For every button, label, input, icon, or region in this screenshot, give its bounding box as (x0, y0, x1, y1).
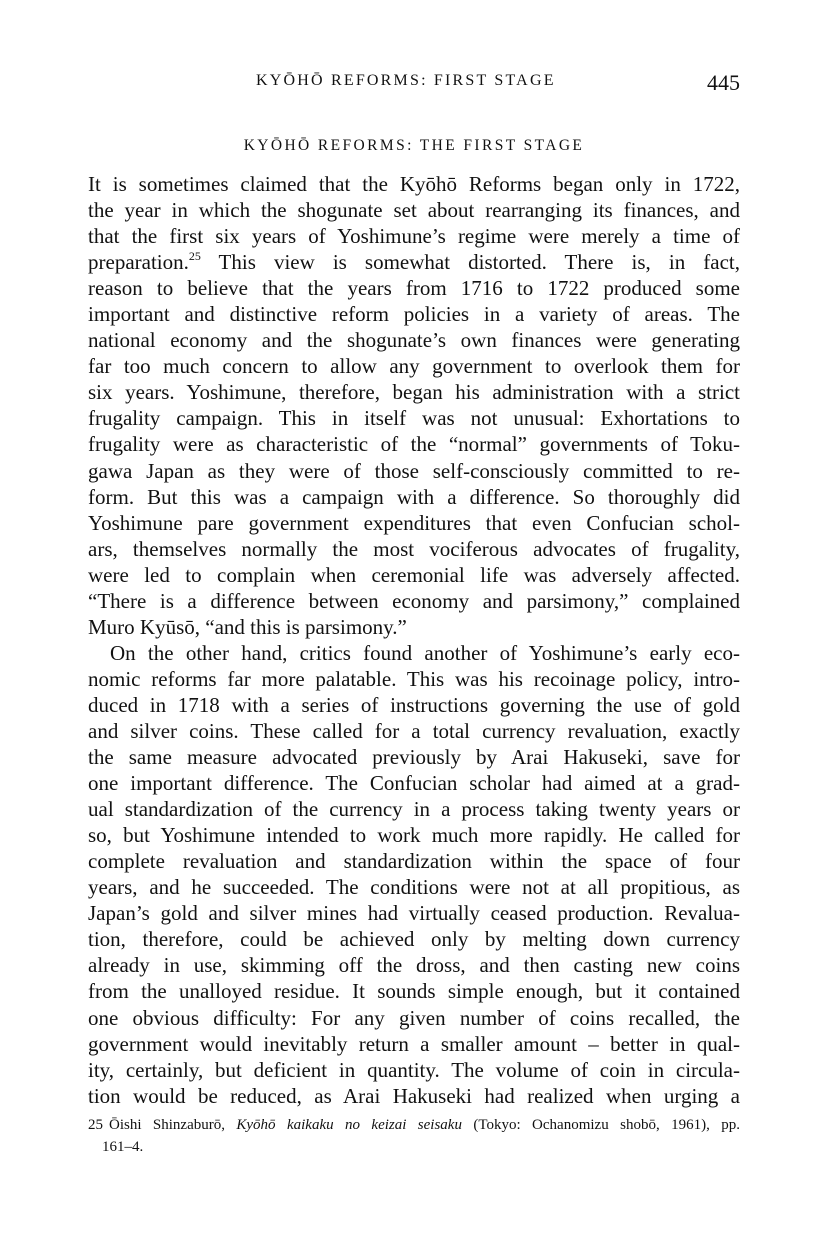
footnote-title: Kyōhō kaikaku no keizai seisaku (236, 1117, 462, 1133)
text-line: tion would be reduced, as Arai Hakuseki had realized when urging a (88, 1083, 740, 1108)
text-line: ars, themselves normally the most vociferous advocates of frugality, (88, 536, 740, 561)
text-line: “There is a difference between economy and parsimony,” complained (88, 588, 740, 613)
text-fragment: preparation. (88, 250, 189, 275)
text-line: gawa Japan as they were of those self-consciously committed to re- (88, 458, 740, 483)
text-line: one obvious difficulty: For any given number of coins recalled, the (88, 1005, 740, 1030)
text-line: government would inevitably return a smaller amount – better in qual- (88, 1031, 740, 1056)
text-line: nomic reforms far more palatable. This was his recoinage policy, intro- (88, 666, 740, 691)
footnote-author: Ōishi Shinzaburō, (109, 1117, 237, 1133)
footnote (88, 1114, 740, 1158)
text-line: Japan’s gold and silver mines had virtually ceased production. Revalua- (88, 901, 740, 926)
footnote-reference[interactable]: 25 (188, 249, 201, 264)
text-line: far too much concern to allow any government to overlook them for (88, 354, 740, 379)
text-line: Muro Kyūsō, “and this is parsimony.” (88, 614, 407, 639)
page-number: 445 (707, 70, 740, 95)
body-text (88, 171, 740, 1109)
text-line: the same measure advocated previously by Arai Hakuseki, save for (88, 745, 740, 770)
text-line: On the other hand, critics found another of Yoshimune’s early eco- (110, 640, 740, 665)
text-line (88, 249, 740, 275)
text-line: form. But this was a campaign with a difference. So thoroughly did (88, 484, 740, 509)
text-line: reason to believe that the years from 1716 to 1722 produced some (88, 276, 740, 301)
text-line: one important difference. The Confucian scholar had aimed at a grad- (88, 771, 740, 796)
text-line: from the unalloyed residue. It sounds simple enough, but it contained (88, 979, 740, 1004)
text-line: tion, therefore, could be achieved only by melting down currency (88, 927, 740, 952)
text-line: years, and he succeeded. The conditions were not at all propitious, as (88, 875, 740, 900)
section-heading: KYŌHŌ REFORMS: THE FIRST STAGE (243, 137, 585, 154)
text-line: so, but Yoshimune intended to work much more rapidly. He called for (88, 823, 740, 848)
text-line: already in use, skimming off the dross, and then casting new coins (88, 953, 740, 978)
text-line: Yoshimune pare government expenditures that even Confucian schol- (88, 510, 740, 535)
footnote-line: 161–4. (102, 1139, 144, 1155)
text-line: duced in 1718 with a series of instructions governing the use of gold (88, 692, 740, 717)
text-line: ual standardization of the currency in a process taking twenty years or (88, 797, 740, 822)
footnote-publication: (Tokyo: Ochanomizu shobō, 1961), pp. (461, 1117, 740, 1133)
text-line: national economy and the shogunate’s own finances were generating (88, 328, 740, 353)
footnote-number: 25 (88, 1117, 103, 1133)
text-fragment: This view is somewhat distorted. There is, in fact, (200, 250, 740, 275)
footnote-line (88, 1114, 740, 1136)
text-line: were led to complain when ceremonial life was adversely affected. (88, 562, 740, 587)
text-line: that the first six years of Yoshimune’s regime were merely a time of (88, 224, 740, 249)
text-line: the year in which the shogunate set about rearranging its finances, and (88, 198, 740, 223)
text-line: complete revaluation and standardization within the space of four (88, 849, 740, 874)
text-line: and silver coins. These called for a total currency revaluation, exactly (88, 718, 740, 743)
text-line: frugality campaign. This in itself was not unusual: Exhortations to (88, 406, 740, 431)
running-title: KYŌHŌ REFORMS: FIRST STAGE (256, 72, 556, 89)
running-head (88, 70, 740, 100)
text-line: frugality were as characteristic of the “normal” governments of Toku- (88, 432, 740, 457)
text-line: six years. Yoshimune, therefore, began his administration with a strict (88, 380, 740, 405)
text-line: It is sometimes claimed that the Kyōhō Reforms began only in 1722, (88, 172, 740, 196)
text-line: ity, certainly, but deficient in quantity. The volume of coin in circula- (88, 1057, 740, 1082)
text-line: important and distinctive reform policies in a variety of areas. The (88, 302, 740, 327)
